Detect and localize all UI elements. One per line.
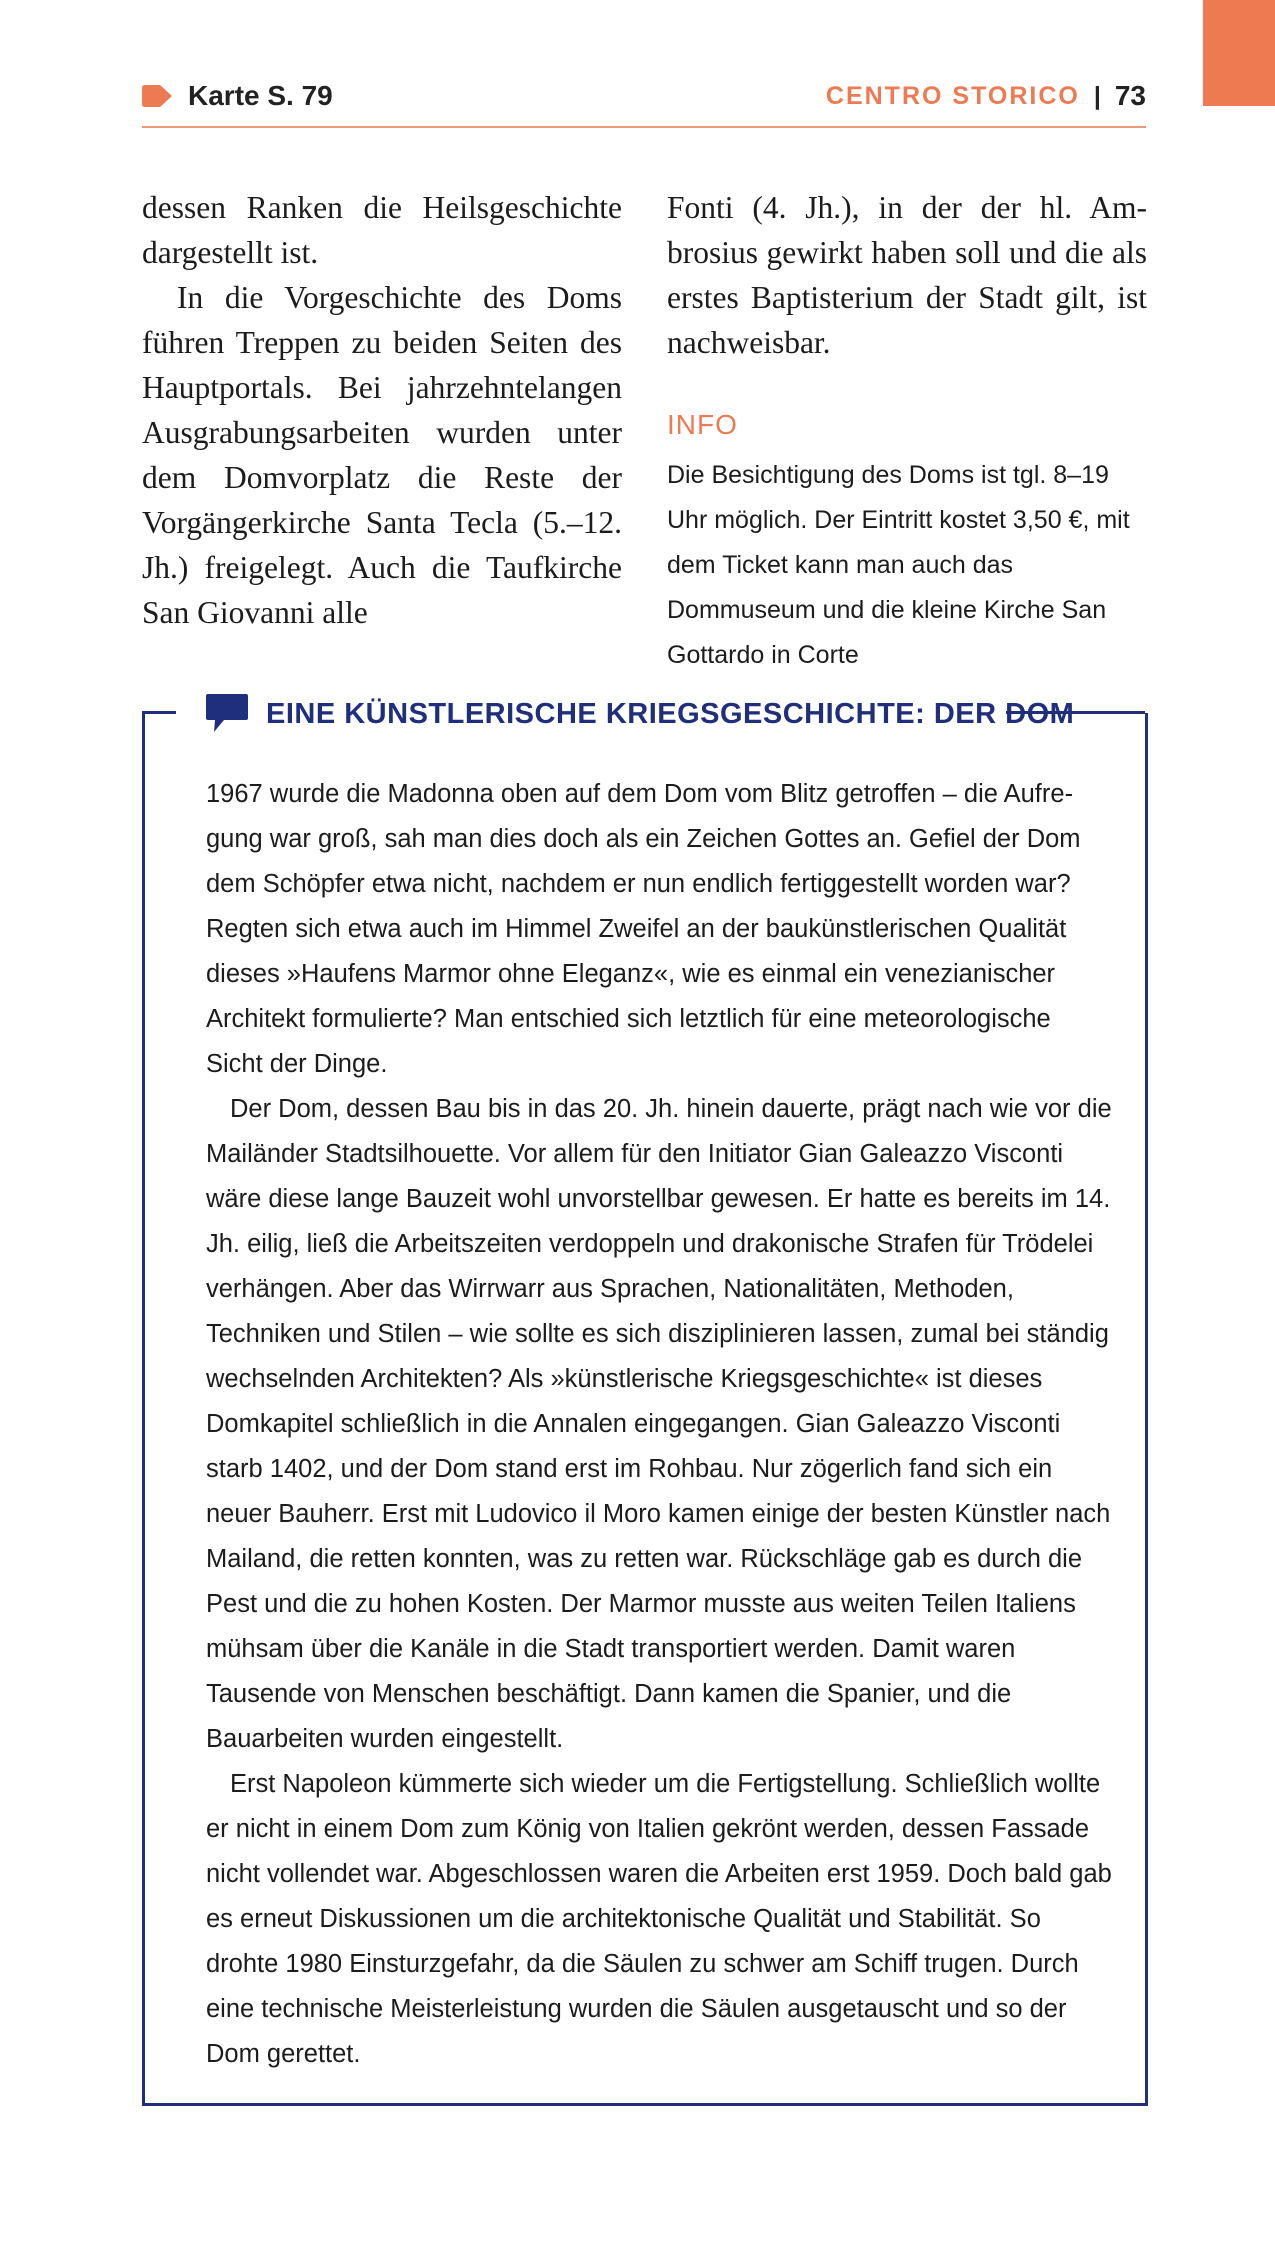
right-column <box>667 185 1147 678</box>
body-paragraph: In die Vorgeschichte des Doms führen Treppen zu beiden Seiten des Hauptportals. Bei jahrzehntelangen Ausgrabungsarbeiten wurden unter dem Domvorplatz die Reste der Vorgängerkirche Santa Tecla (5.–12. Jh.) freigelegt. Auch die Taufkirche San Giovanni alle <box>142 280 622 630</box>
box-title: EINE KÜNSTLERISCHE KRIEGSGESCHICHTE: DER DOM <box>266 697 1075 730</box>
body-paragraph: dessen Ranken die Heilsgeschichte dargestellt ist. <box>142 190 622 270</box>
speech-bubble-icon <box>206 694 248 734</box>
corner-tab <box>1203 0 1275 106</box>
page-header <box>142 72 1146 128</box>
info-text: Die Besichtigung des Doms ist tgl. 8–19 Uhr möglich. Der Eintritt kostet 3,50 €, mit dem Ticket kann man auch das Dommuseum und die kleine Kirche San Gottardo in Corte <box>667 461 1130 669</box>
page-number: 73 <box>1114 80 1146 111</box>
box-border-top-left <box>142 711 176 714</box>
box-title-row <box>206 692 1074 736</box>
map-ref-text: Karte S. 79 <box>188 80 333 111</box>
running-head <box>826 72 1146 120</box>
box-body <box>206 772 1112 2077</box>
map-pointer-icon <box>142 85 172 107</box>
header-divider: | <box>1093 81 1101 110</box>
box-paragraph: Der Dom, dessen Bau bis in das 20. Jh. hinein dauerte, prägt nach wie vor die Mailänder Stadtsilhouette. Vor allem für den Initiator Gian Galeazzo Visconti wäre diese lange Bauzeit wohl unvorstellbar gewesen. Er hatte es bereits im 14. Jh. eilig, ließ die Arbeitszeiten verdoppeln und drakonische Strafen für Trödelei verhängen. Aber das Wirrwarr aus Sprachen, Nationalitäten, Methoden, Techniken und Stilen – wie sollte es sich disziplinieren lassen, zumal bei ständig wechselnden Architekten? Als »künstlerische Kriegsgeschichte« ist dieses Domkapitel schließlich in die Annalen eingegangen. Gian Galeazzo Visconti starb 1402, und der Dom stand erst im Rohbau. Nur zögerlich fand sich ein neuer Bauherr. Erst mit Ludovico il Moro kamen einige der besten Künstler nach Mailand, die retten konnten, was zu retten war. Rückschläge gab es durch die Pest und die zu hohen Kosten. Der Marmor musste aus weiten Teilen Italiens mühsam über die Kanäle in die Stadt transportiert werden. Damit waren Tausende von Menschen beschäftigt. Dann kamen die Spanier, und die Bauarbeiten wurden eingestellt. <box>206 1095 1112 1753</box>
body-paragraph: Fonti (4. Jh.), in der der hl. Ambrosius gewirkt haben soll und die als erstes Baptisterium der Stadt gilt, ist nachweisbar. <box>667 190 1147 360</box>
left-column <box>142 185 622 635</box>
map-reference[interactable] <box>142 72 333 120</box>
info-heading: INFO <box>667 409 738 440</box>
box-paragraph: Erst Napoleon kümmerte sich wieder um die Fertigstellung. Schließlich wollte er nicht in einem Dom zum König von Italien gekrönt werden, dessen Fassade nicht vollendet war. Abgeschlossen waren die Arbeiten erst 1959. Doch bald gab es erneut Diskussionen um die architektonische Qualität und Stabilität. So drohte 1980 Einsturzgefahr, da die Säulen zu schwer am Schiff trugen. Durch eine technische Meisterleistung wurden die Säulen ausgetauscht und so der Dom gerettet. <box>206 1770 1112 2068</box>
section-name: CENTRO STORICO <box>825 81 1080 110</box>
box-paragraph: 1967 wurde die Madonna oben auf dem Dom vom Blitz getroffen – die Aufregung war groß, sah man dies doch als ein Zeichen Gottes an. Gefiel der Dom dem Schöpfer etwa nicht, nachdem er nun endlich fertiggestellt worden war? Regten sich etwa auch im Himmel Zweifel an der baukünstlerischen Qualität dieses »Haufens Marmor ohne Eleganz«, wie es einmal ein venezianischer Architekt formulierte? Man entschied sich letztlich für eine meteorologische Sicht der Dinge. <box>206 780 1081 1078</box>
